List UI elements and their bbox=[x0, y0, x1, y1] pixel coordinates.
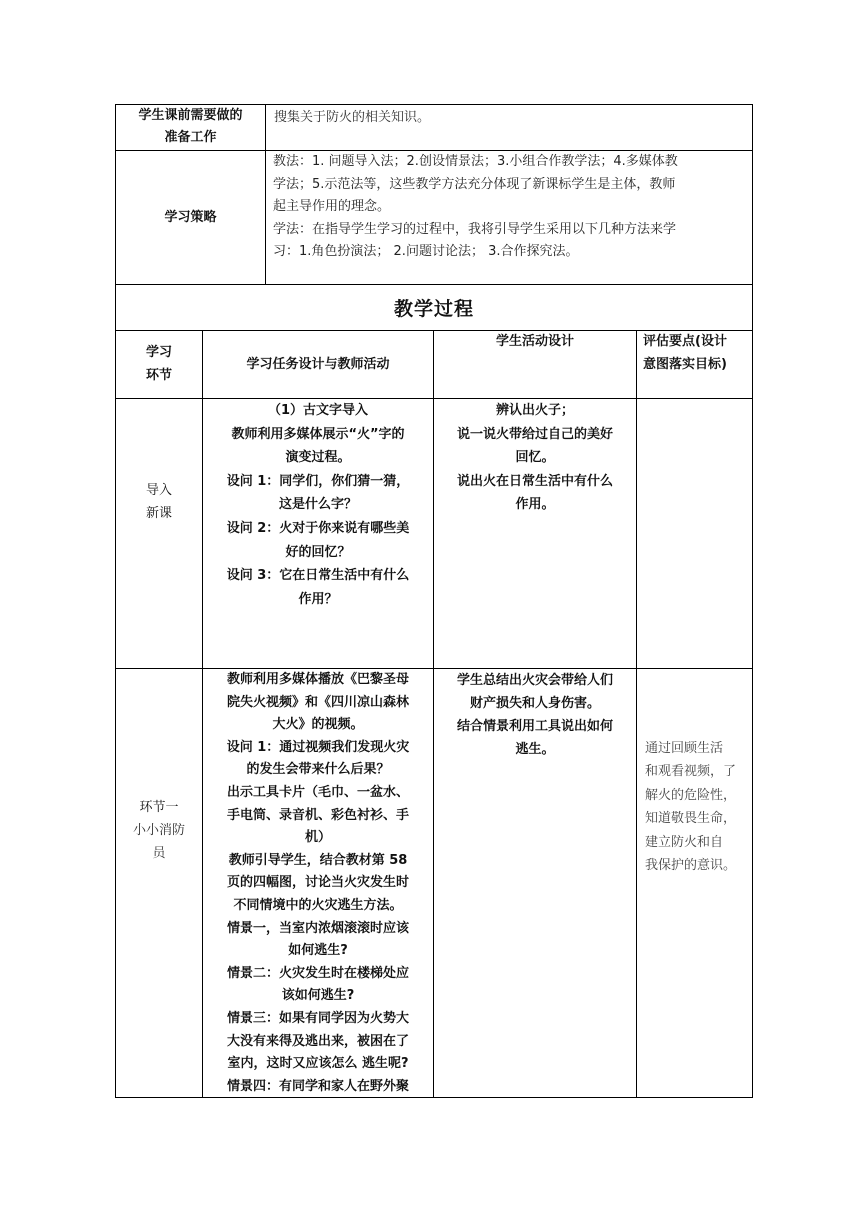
header-eval-line1: 评估要点(设计 bbox=[643, 334, 727, 349]
task-line: 演变过程。 bbox=[285, 450, 351, 466]
task-line: 设问 1：同学们，你们猜一猜， bbox=[226, 473, 410, 489]
row-intro-stage-line1: 导入 bbox=[145, 483, 172, 498]
task-line: 机） bbox=[304, 830, 331, 846]
task-line: （1）古文字导入 bbox=[267, 403, 369, 418]
task-line: 情景二：火灾发生时在楼梯处应 bbox=[226, 965, 409, 981]
row-firefighter-stage-line1: 环节一 bbox=[139, 800, 179, 815]
task-line: 大火》的视频。 bbox=[272, 717, 364, 733]
row-firefighter-stage-line3: 员 bbox=[152, 846, 166, 861]
student-line: 说出火在日常生活中有什么 bbox=[456, 473, 613, 489]
row-firefighter-task bbox=[203, 669, 433, 1098]
eval-line: 解火的危险性， bbox=[645, 787, 737, 803]
row-firefighter-student bbox=[434, 669, 636, 761]
row-intro-task bbox=[203, 399, 433, 611]
eval-line: 我保护的意识。 bbox=[645, 858, 737, 874]
student-line: 学生总结出火灾会带给人们 bbox=[456, 673, 613, 688]
task-line: 出示工具卡片（毛巾、一盆水、 bbox=[226, 784, 409, 800]
strategy-line: 起主导作用的理念。 bbox=[273, 199, 391, 214]
strategy-line: 教法：1. 问题导入法；2.创设情景法；3.小组合作教学法；4.多媒体教 bbox=[273, 154, 678, 169]
student-line: 作用。 bbox=[515, 497, 555, 513]
task-line: 设问 1：通过视频我们发现火灾 bbox=[226, 739, 410, 755]
task-line: 设问 2：火对于你来说有哪些美 bbox=[226, 520, 410, 536]
task-line: 手电筒、录音机、彩色衬衫、手 bbox=[226, 807, 409, 823]
prep-label-line2: 准备工作 bbox=[164, 130, 217, 145]
row-firefighter-eval bbox=[645, 737, 749, 877]
task-line: 不同情境中的火灾逃生方法。 bbox=[233, 897, 403, 913]
header-eval-line2: 意图落实目标) bbox=[643, 357, 727, 372]
header-eval bbox=[643, 330, 753, 376]
header-stage-line2: 环节 bbox=[145, 368, 172, 383]
task-line: 该如何逃生? bbox=[281, 988, 355, 1004]
header-student: 学生活动设计 bbox=[495, 334, 574, 349]
task-line: 情景一，当室内浓烟滚滚时应该 bbox=[226, 920, 409, 936]
row-firefighter-stage-line2: 小小消防 bbox=[132, 823, 185, 838]
eval-line: 知道敬畏生命， bbox=[645, 811, 737, 827]
header-task-text: 学习任务设计与教师活动 bbox=[246, 357, 390, 372]
task-line: 大没有来得及逃出来，被困在了 bbox=[226, 1033, 409, 1049]
task-line: 教师利用多媒体展示“火”字的 bbox=[231, 426, 405, 442]
task-line: 室内，这时又应该怎么 逃生呢? bbox=[227, 1056, 409, 1072]
student-line: 回忆。 bbox=[515, 450, 555, 466]
process-title-text: 教学过程 bbox=[393, 298, 474, 320]
task-line: 设问 3：它在日常生活中有什么 bbox=[226, 568, 410, 584]
task-line: 教师引导学生，结合教材第 58 bbox=[228, 852, 408, 868]
student-line: 财产损失和人身伤害。 bbox=[469, 696, 600, 711]
prep-label-line1: 学生课前需要做的 bbox=[138, 108, 243, 123]
task-line: 院失火视频》和《四川凉山森林 bbox=[226, 694, 409, 710]
task-line: 情景四：有同学和家人在野外聚 bbox=[226, 1078, 409, 1094]
row-firefighter-stage bbox=[116, 796, 202, 865]
strategy-line: 习：1.角色扮演法； 2.问题讨论法； 3.合作探究法。 bbox=[273, 244, 579, 259]
strategy-line: 学法：在指导学生学习的过程中，我将引导学生采用以下几种方法来学 bbox=[273, 221, 677, 237]
student-line: 说一说火带给过自己的美好 bbox=[456, 426, 613, 442]
row-intro-stage bbox=[116, 479, 202, 525]
strategy-label-text: 学习策略 bbox=[164, 210, 217, 225]
student-line: 结合情景利用工具说出如何 bbox=[456, 719, 613, 734]
header-stage-line1: 学习 bbox=[145, 345, 172, 360]
task-line: 页的四幅图，讨论当火灾发生时 bbox=[226, 875, 409, 891]
header-task bbox=[203, 331, 433, 398]
student-line: 辨认出火子； bbox=[495, 403, 574, 418]
task-line: 好的回忆？ bbox=[285, 544, 351, 560]
task-line: 这是什么字？ bbox=[278, 497, 357, 513]
task-line: 的发生会带来什么后果？ bbox=[246, 762, 390, 778]
eval-line: 建立防火和自 bbox=[645, 834, 724, 850]
prep-content: 搜集关于防火的相关知识。 bbox=[274, 110, 431, 125]
task-line: 作用？ bbox=[298, 591, 338, 607]
process-title bbox=[116, 285, 752, 330]
student-line: 逃生。 bbox=[515, 742, 555, 757]
row-intro-student bbox=[434, 399, 636, 517]
eval-line: 和观看视频，了 bbox=[645, 764, 737, 780]
task-line: 教师利用多媒体播放《巴黎圣母 bbox=[226, 672, 409, 687]
task-line: 如何逃生? bbox=[288, 943, 348, 959]
prep-label bbox=[116, 105, 265, 150]
task-line: 情景三：如果有同学因为火势大 bbox=[226, 1010, 409, 1026]
header-stage bbox=[116, 341, 202, 387]
eval-line: 通过回顾生活 bbox=[645, 741, 724, 756]
row-intro-stage-line2: 新课 bbox=[145, 506, 172, 521]
strategy-label bbox=[116, 151, 265, 284]
strategy-line: 学法；5.示范法等，这些教学方法充分体现了新课标学生是主体，教师 bbox=[273, 176, 676, 192]
strategy-content bbox=[273, 151, 749, 264]
